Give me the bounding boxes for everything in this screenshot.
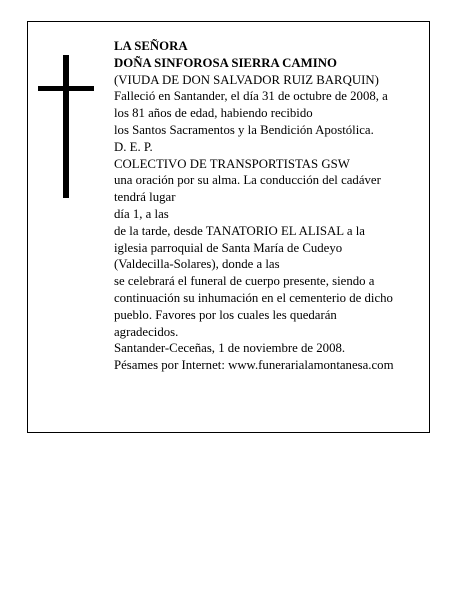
- body-line-prayer: una oración por su alma. La conducción del cadáver: [114, 173, 381, 188]
- body-line-day: día 1, a las: [114, 206, 169, 221]
- deceased-relation: (VIUDA DE DON SALVADOR RUIZ BARQUIN): [114, 72, 379, 87]
- body-line-departure: de la tarde, desde TANATORIO EL ALISAL a la: [114, 223, 365, 238]
- body-line-collective: COLECTIVO DE TRANSPORTISTAS GSW: [114, 156, 350, 171]
- obituary-text: [114, 38, 424, 374]
- body-line-death: Falleció en Santander, el día 31 de octubre de 2008, a: [114, 89, 388, 104]
- body-line-place-date: Santander-Ceceñas, 1 de noviembre de 2008.: [114, 341, 346, 356]
- body-line-sacraments: los Santos Sacramentos y la Bendición Apostólica.: [114, 122, 374, 137]
- body-line-favors: pueblo. Favores por los cuales les quedarán: [114, 307, 337, 322]
- cross-horizontal-bar: [38, 86, 94, 91]
- body-line-thanks: agradecidos.: [114, 324, 179, 339]
- deceased-name: DOÑA SINFOROSA SIERRA CAMINO: [114, 55, 337, 70]
- body-line-church: iglesia parroquial de Santa María de Cudeyo: [114, 240, 343, 255]
- body-line-procession: tendrá lugar: [114, 190, 176, 205]
- body-line-age: los 81 años de edad, habiendo recibido: [114, 106, 313, 121]
- body-line-funeral: se celebrará el funeral de cuerpo presente, siendo a: [114, 274, 375, 289]
- body-line-burial: continuación su inhumación en el cementerio de dicho: [114, 290, 393, 305]
- obituary-heading: LA SEÑORA: [114, 39, 188, 53]
- obituary-notice: [27, 21, 430, 433]
- cross-vertical-bar: [63, 55, 69, 198]
- body-line-location: (Valdecilla-Solares), donde a las: [114, 257, 280, 272]
- cross-icon: [38, 55, 94, 198]
- body-line-condolences: Pésames por Internet: www.funerarialamontanesa.com: [114, 358, 394, 373]
- body-line-dep: D. E. P.: [114, 139, 153, 154]
